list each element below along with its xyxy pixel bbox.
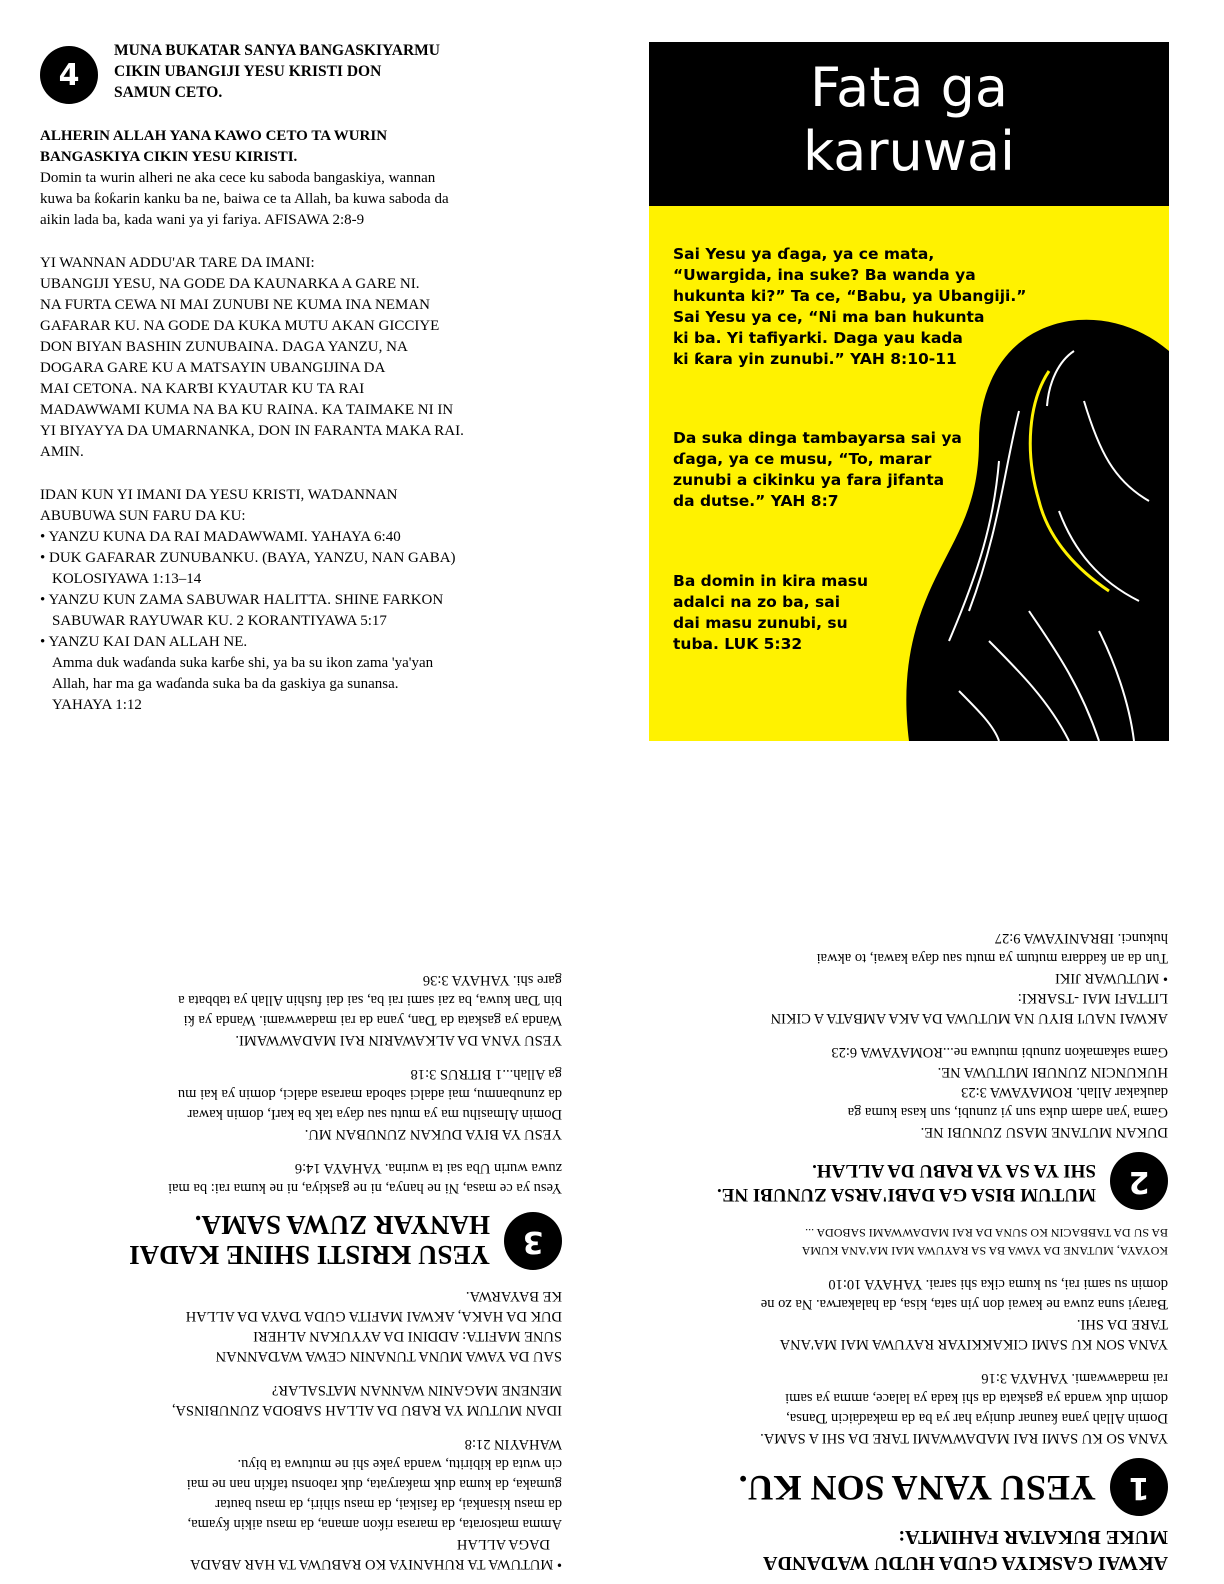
- section-2-title: MUTUM BISA GA DABI'ARSA ZUNUBI NE. SHI YA SA YA RABU DA ALLAH.: [716, 1160, 1096, 1205]
- section-number-badge: 4: [40, 46, 98, 104]
- benefit-item: • YANZU KAI DAN ALLAH NE.: [40, 634, 248, 650]
- inverted-bottom-half: [0, 792, 1224, 1584]
- panel-3: [32, 970, 562, 1574]
- benefit-item: • YANZU KUNA DA RAI MADAWWAMI. YAHAYA 6:40: [40, 529, 401, 545]
- section-1-body: YANA SO KU SAMI RAI MADAWWAMI TARE DA SHI A SAMA. Domin Allah yana ƙaunar duniya har ya ba da makaɗaicin Ɗansa, domin duk wanda ya gaskata da shi kada ya lalace, amma ya sami rai madawwami. YAHAYA 3:16 YANA SON KU SAMI CIKAKKIYAR RAYUWA MAI MA'ANA TARE DA SHI. Ɓarayi suna zuwa ne kawai don yin sata, kisa, da halakarwa. Na zo ne domin su sami rai, su kuma cika shi sarai. YAHAYA 10:10 KOYAYA, MUTANE DA YAWA BA SA RAYUWA MAI MA'ANA KUMA BA SU DA TABBACIN KO SUNA DA RAI MADAWWAMI SABODA ...: [760, 1226, 1168, 1446]
- section-2-header: [638, 1152, 1168, 1210]
- prayer-block: YI WANNAN ADDU'AR TARE DA IMANI: UBANGIJI YESU, NA GODE DA KAUNARKA A GARE NI. NA FURTA CEWA NI MAI ZUNUBI NE KUMA INA NEMAN GAFARAR KU. NA GODE DA KUKA MUTU AKAN GICCIYE DON BIYAN BASHIN ZUNUBAINA. DAGA YANZU, NA DOGARA GARE KU A MATSAYIN UBANGIJINA DA MAI CETONA. NA KARƁI KYAUTAR KU TA RAI MADAWWAMI KUMA NA BA KU RAINA. KA TAIMAKE NI IN YI BIYAYYA DA UMARNANKA, DON IN FARANTA MAKA RAI. AMIN.: [40, 255, 464, 460]
- section-3-title: YESU KRISTI SHINE KADAI HANYAR ZUWA SAMA.: [129, 1210, 490, 1270]
- cover-panel: [649, 42, 1169, 741]
- woman-hiding-face-illustration: [899, 311, 1169, 741]
- benefit-item: • YANZU KUN ZAMA SABUWAR HALITTA. SHINE FARKON: [40, 592, 444, 608]
- panel-4: [40, 38, 580, 716]
- quote-john-8-7: Da suka dinga tambayarsa sai ya ɗaga, ya ce musu, “To, marar zunubi a cikinku ya fara jifanta da dutse.” YAH 8:7: [673, 429, 962, 510]
- section-1-title: YESU YANA SON KU.: [738, 1468, 1096, 1508]
- section-number-badge: 2: [1110, 1152, 1168, 1210]
- section-3-body: Yesu ya ce masa, Ni ne hanya, ni ne gaskiya, ni ne kuma rai: ba mai zuwa wurin Uba sai ta wurina. YAHAYA 14:6 YESU YA BIYA DUKAN ZUNUBAN MU. Domin Almasihu ma ya mutu sau ɗaya tak ba karI, domin kawar da zunubanmu, mai adalci saboda marasa adalci, domin ya kai mu ga Allah...1 BITRUS 3:18 YESU YANA DA ALKAWARIN RAI MADAWWAMI. Wanda ya gaskata da Ɗan, yana da rai madawwami. Wanda ya ƙi bin Ɗan kuwa, ba zai sami rai ba, sai dai fushin Allah ya tabbata a gare shi. YAHAYA 3:36: [168, 972, 562, 1196]
- section-3-intro: • MUTUWA TA RUHANIYA KO RABUWA TA HAR ABADA DAGA ALLAH Amma matsorata, da marasa riƙon amana, da masu aikin ƙyama, da masu kisankai, da fasikai, da masu sihiri, da masu bautar gumaka, da kuma duk maƙaryata, duk rabonsu tafkin nan ne mai cin wuta da kibiritu, wanda yake shi ne mutuwa ta biyu. WAHAYIN 21:8 IDAN MUTUM YA RABU DA ALLAH SABODA ZUNUBINSA, MENENE MAGANIN WANNAN MATSALAR? SAU DA YAWA MUNA TUNANIN CEWA WAƊANNAN SUNE MAFITA: ADDINI DA AYYUKAN ALHERI DUK DA HAKA, AKWAI MAFITA GUDA ƊAYA DA ALLAH KE BAYARWA.: [171, 1288, 562, 1572]
- section-4-header: [40, 38, 580, 104]
- section-2-body: DUKAN MUTANE MASU ZUNUBI NE. Gama 'yan adam duka sun yi zunubi, sun kasa kuma ga daukakar Allah. ROMAYAWA 3:23 HUKUNCIN ZUNUBI MUTUWA NE. Gama sakamakon zunubi mutuwa ne...ROMAYAWA 6:23 AKWAI NAU'I BIYU NA MUTUWA DA AKA AMBATA A CIKIN LITTAFI MAI -TSARKI: • MUTUWAR JIKI Tun da an ƙaddara mutum ya mutu sau ɗaya kawai, to akwai hukunci. IBRANIYAWA 9:27: [770, 930, 1168, 1140]
- panel-1-2: [638, 928, 1168, 1576]
- cover-title: Fata ga karuwai: [649, 42, 1169, 206]
- grace-intro: ALHERIN ALLAH YANA KAWO CETO TA WURIN BANGASKIYA CIKIN YESU KIRISTI. Domin ta wurin alheri ne aka cece ku saboda bangaskiya, wannan kuwa ba ƙoƙarin kanku ba ne, baiwa ce ta Allah, ba kuwa saboda da aikin lada ba, kada wani ya yi fariya. AFISAWA 2:8-9: [40, 128, 449, 228]
- section-number-badge: 1: [1110, 1458, 1168, 1516]
- section-4-title: MUNA BUKATAR SANYA BANGASKIYARMU CIKIN UBANGIJI YESU KRISTI DON SAMUN CETO.: [114, 42, 440, 101]
- benefit-item: • DUK GAFARAR ZUNUBANKU. (BAYA, YANZU, NAN GABA): [40, 550, 456, 566]
- section-3-header: [32, 1210, 562, 1270]
- quote-john-8-10: Sai Yesu ya ɗaga, ya ce mata, “Uwargida, ina suke? Ba wanda ya hukunta ki?” Ta ce, “Babu, ya Ubangiji.” Sai Yesu ya ce, “Ni ma ban hukunta ki ba. Yi tafiyarki. Daga yau kada ki ƙara yin zunubi.” YAH 8:10-11: [673, 245, 1027, 368]
- section-1-header: [638, 1458, 1168, 1516]
- benefits-block: IDAN KUN YI IMANI DA YESU KRISTI, WAƊANNAN ABUBUWA SUN FARU DA KU: • YANZU KUNA DA RAI MADAWWAMI. YAHAYA 6:40 • DUK GAFARAR ZUNUBANKU. (BAYA, YANZU, NAN GABA) KOLOSIYAWA 1:13–14 • YANZU KUN ZAMA SABUWAR HALITTA. SHINE FARKON SABUWAR RAYUWAR KU. 2 KORANTIYAWA 5:17 • YANZU KAI DAN ALLAH NE. Amma duk waɗanda suka karɓe shi, ya ba su ikon zama 'ya'yan Allah, har ma ga waɗanda suka ba da gaskiya ga sunansa. YAHAYA 1:12: [40, 485, 580, 716]
- intro-heading: AKWAI GASKIYA GUDA HUƊU WAƊANDA MUKE BUKATAR FAHIMTA:: [763, 1526, 1168, 1574]
- section-number-badge: 3: [504, 1212, 562, 1270]
- quote-luke-5-32: Ba domin in kira masu adalci na zo ba, sai dai masu zunubi, su tuba. LUK 5:32: [673, 572, 869, 653]
